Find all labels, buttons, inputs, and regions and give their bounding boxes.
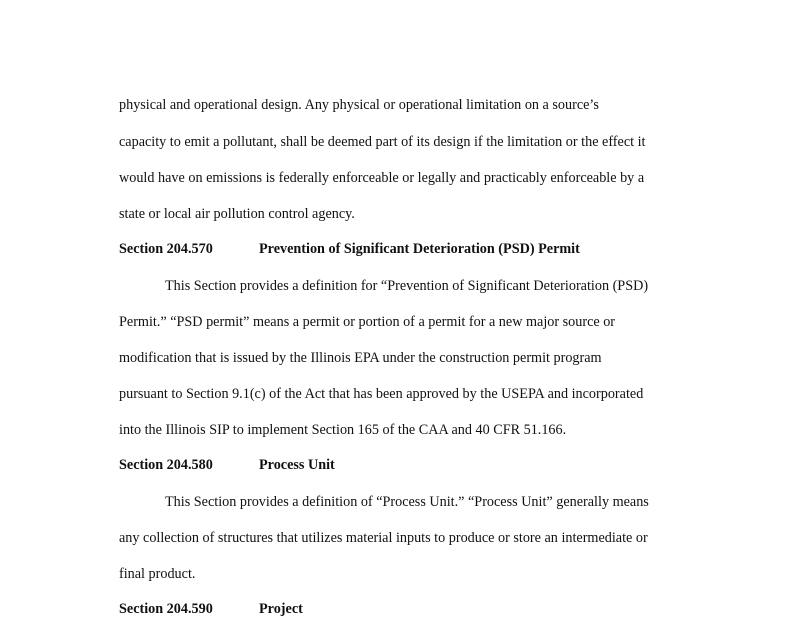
body-text-line: pursuant to Section 9.1(c) of the Act that has been approved by the USEPA and incorporated <box>119 386 644 402</box>
body-text-line: This Section provides a definition for “Prevention of Significant Deterioration (PSD) <box>165 278 649 294</box>
section-heading-590 <box>119 600 303 618</box>
body-text-line: into the Illinois SIP to implement Section 165 of the CAA and 40 CFR 51.166. <box>119 422 567 438</box>
section-title: Prevention of Significant Deterioration (PSD) Permit <box>259 241 580 257</box>
body-text-line: any collection of structures that utilizes material inputs to produce or store an intermediate or <box>119 530 648 546</box>
section-heading-580 <box>119 456 335 474</box>
section-number: Section 204.570 <box>119 241 213 257</box>
body-text-line: capacity to emit a pollutant, shall be deemed part of its design if the limitation or the effect it <box>119 134 646 150</box>
body-text-line: This Section provides a definition of “Process Unit.” “Process Unit” generally means <box>165 494 649 510</box>
body-text-line: physical and operational design. Any physical or operational limitation on a source’s <box>119 97 599 113</box>
body-text-line: state or local air pollution control agency. <box>119 206 355 222</box>
section-number: Section 204.580 <box>119 457 213 473</box>
body-text-line: modification that is issued by the Illinois EPA under the construction permit program <box>119 350 602 366</box>
body-text-line: would have on emissions is federally enforceable or legally and practicably enforceable by a <box>119 170 645 186</box>
body-text-line: final product. <box>119 566 196 582</box>
body-text-line: Permit.” “PSD permit” means a permit or portion of a permit for a new major source or <box>119 314 616 330</box>
section-title: Project <box>259 601 303 617</box>
section-number: Section 204.590 <box>119 601 213 617</box>
section-heading-570 <box>119 240 580 258</box>
section-title: Process Unit <box>259 457 335 473</box>
